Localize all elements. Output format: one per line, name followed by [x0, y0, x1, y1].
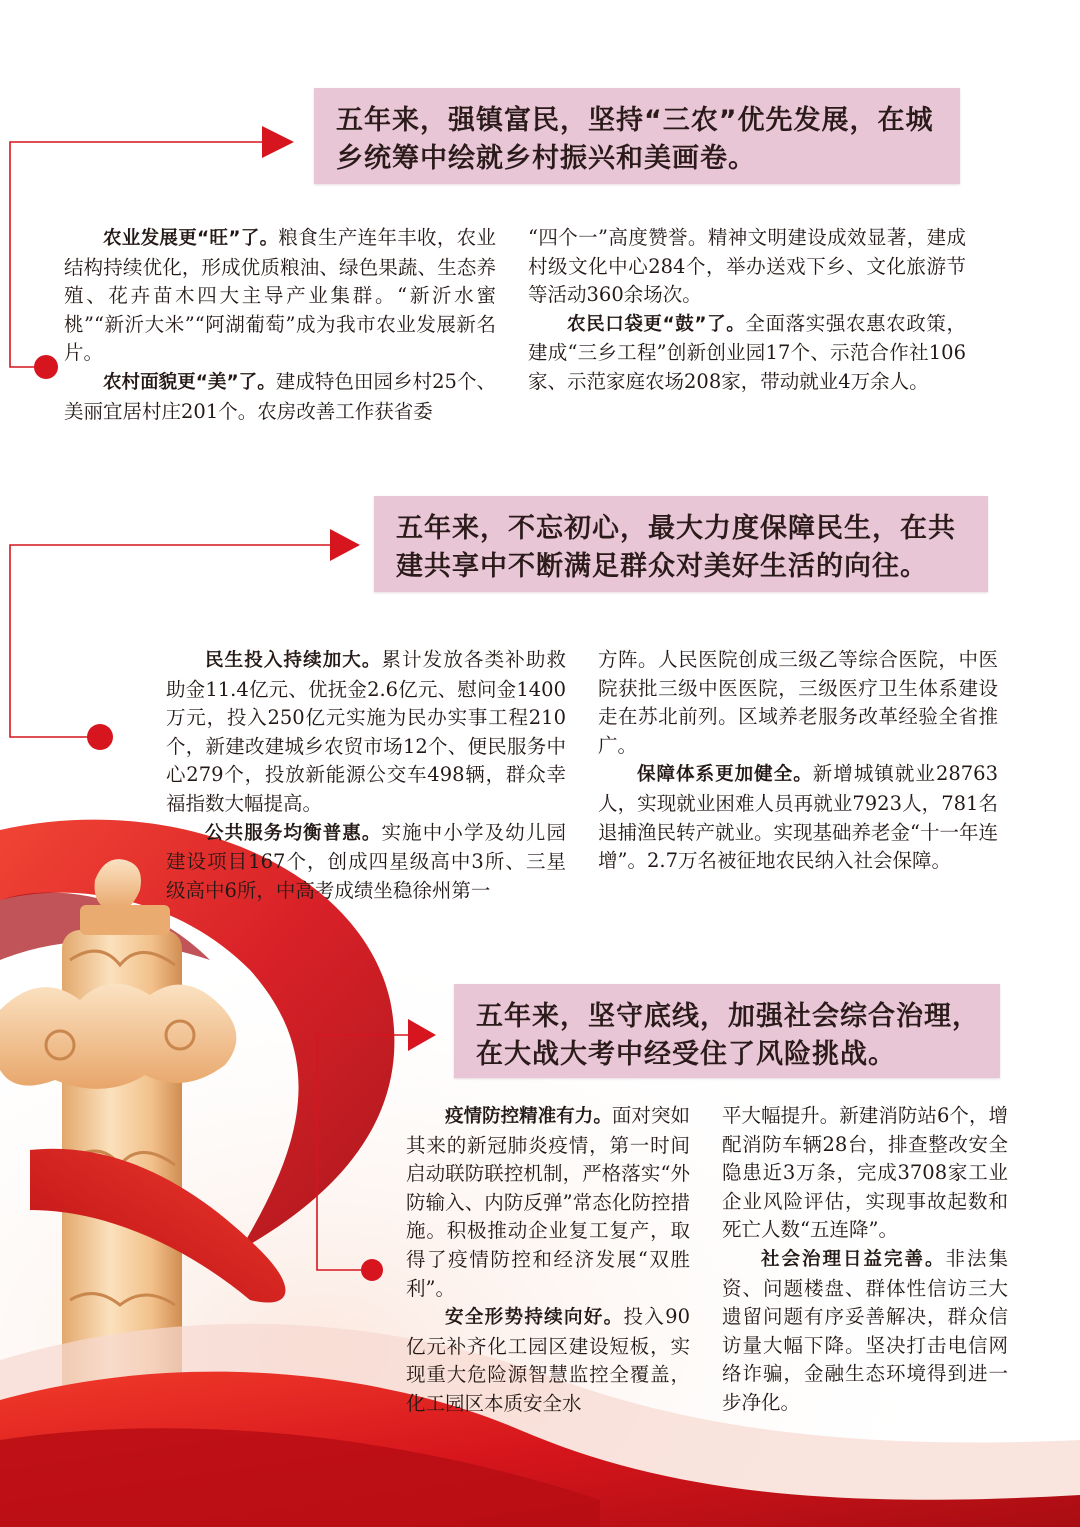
- text-column-left: [64, 224, 496, 426]
- paragraph-body: 投入90亿元补齐化工园区建设短板，实现重大危险源智慧监控全覆盖，化工园区本质安全水: [406, 1305, 690, 1415]
- paragraph-body: 全面落实强农惠农政策，建成“三乡工程”创新创业园17个、示范合作社106家、示范家庭农场208家，带动就业4万余人。: [528, 311, 966, 393]
- headline-text: 五年来，不忘初心，最大力度保障民生，在共建共享中不断满足群众对美好生活的向往。: [396, 513, 956, 582]
- paragraph: [64, 224, 496, 368]
- paragraph-body: 平大幅提升。新建消防站6个，增配消防车辆28台，排查整改安全隐患近3万条，完成3708家工业企业风险评估，实现事故起数和死亡人数“五连降”。: [722, 1104, 1008, 1242]
- paragraph-lead: 农民口袋更“鼓”了。: [567, 313, 746, 335]
- paragraph-lead: 农业发展更“旺”了。: [103, 228, 279, 249]
- paragraph-lead: 疫情防控精准有力。: [445, 1106, 612, 1127]
- paragraph-lead: 农村面貌更“美”了。: [103, 371, 276, 393]
- paragraph: [406, 1303, 690, 1418]
- text-column-right: [528, 224, 966, 397]
- paragraph-body: 累计发放各类补助救助金11.4亿元、优抚金2.6亿元、慰问金1400万元，投入250亿元实施为民办实事工程210个，新建改建城乡农贸市场12个、便民服务中心279个，投放新能源公交车498辆，群众幸福指数大幅提高。: [166, 648, 566, 815]
- paragraph-body: 方阵。人民医院创成三级乙等综合医院，中医院获批三级中医医院，三级医疗卫生体系建设走在苏北前列。区域养老服务改革经验全省推广。: [598, 648, 998, 757]
- paragraph-body: 面对突如其来的新冠肺炎疫情，第一时间启动联防联控机制，严格落实“外防输入、内防反弹”常态化防控措施。积极推动企业复工复产，取得了疫情防控和经济发展“双胜利”。: [406, 1104, 690, 1300]
- paragraph-lead: 保障体系更加健全。: [637, 764, 813, 786]
- headline-text: 五年来，坚守底线，加强社会综合治理，在大战大考中经受住了风险挑战。: [476, 1001, 980, 1070]
- paragraph-body: 新增城镇就业28763人，实现就业困难人员再就业7923人，781名退捕渔民转产就业。实现基础养老金“十一年连增”。2.7万名被征地农民纳入社会保障。: [598, 762, 998, 873]
- paragraph: [528, 224, 966, 310]
- paragraph: [598, 646, 998, 760]
- paragraph-lead: 公共服务均衡普惠。: [205, 822, 382, 844]
- paragraph: [722, 1245, 1008, 1418]
- paragraph: [722, 1102, 1008, 1245]
- headline-box: [374, 496, 988, 592]
- headline-box: [454, 984, 1000, 1078]
- paragraph-body: 建成特色田园乡村25个、美丽宜居村庄201个。农房改善工作获省委: [64, 369, 496, 423]
- paragraph: [64, 368, 496, 426]
- paragraph: [166, 646, 566, 819]
- text-column-left: [166, 646, 566, 905]
- paragraph: [598, 760, 998, 875]
- paragraph-body: “四个一”高度赞誉。精神文明建设成效显著，建成村级文化中心284个，举办送戏下乡、文化旅游节等活动360余场次。: [528, 226, 966, 307]
- paragraph: [406, 1102, 690, 1303]
- text-column-left: [406, 1102, 690, 1419]
- paragraph-lead: 民生投入持续加大。: [205, 650, 382, 671]
- paragraph-body: 非法集资、问题楼盘、群体性信访三大遗留问题有序妥善解决，群众信访量大幅下降。坚决打击电信网络诈骗，金融生态环境得到进一步净化。: [722, 1246, 1008, 1414]
- headline-box: [314, 88, 960, 184]
- paragraph: [166, 819, 566, 906]
- paragraph: [528, 310, 966, 397]
- text-column-right: [722, 1102, 1008, 1418]
- paragraph-lead: 社会治理日益完善。: [761, 1248, 946, 1270]
- paragraph-lead: 安全形势持续向好。: [445, 1307, 624, 1329]
- paragraph-body: 实施中小学及幼儿园建设项目167个，创成四星级高中3所、三星级高中6所，中高考成绩坐稳徐州第一: [166, 820, 566, 902]
- headline-text: 五年来，强镇富民，坚持“三农”优先发展，在城乡统筹中绘就乡村振兴和美画卷。: [336, 105, 934, 174]
- text-column-right: [598, 646, 998, 876]
- paragraph-body: 粮食生产连年丰收，农业结构持续优化，形成优质粮油、绿色果蔬、生态养殖、花卉苗木四大主导产业集群。“新沂水蜜桃”“新沂大米”“阿湖葡萄”成为我市农业发展新名片。: [64, 226, 496, 365]
